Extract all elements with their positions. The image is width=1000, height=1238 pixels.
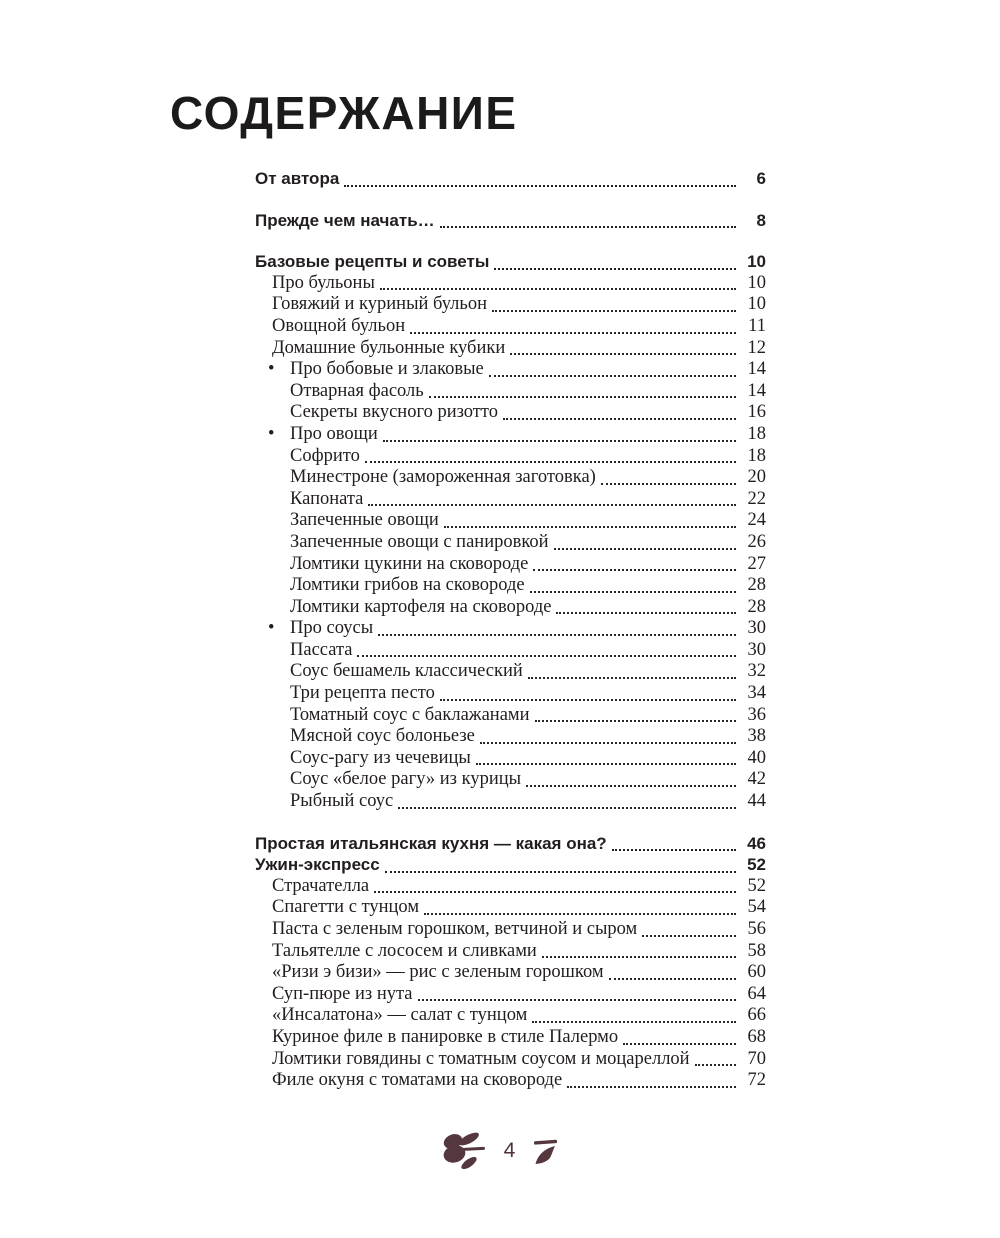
toc-entry bbox=[255, 446, 766, 468]
toc-entry bbox=[255, 381, 766, 403]
toc-entry-label: Отварная фасоль bbox=[290, 380, 424, 401]
toc-entry-label: Базовые рецепты и советы bbox=[255, 252, 490, 272]
toc-entry bbox=[255, 597, 766, 619]
dot-leader bbox=[385, 871, 736, 873]
toc-entry-label: Ужин-экспресс bbox=[255, 855, 380, 875]
toc-entry-label: Про бобовые и злаковые bbox=[290, 359, 484, 380]
toc-entry-page: 24 bbox=[747, 510, 766, 531]
dot-leader bbox=[492, 310, 736, 312]
toc-entry-page: 30 bbox=[747, 618, 766, 639]
dot-leader bbox=[429, 396, 736, 398]
toc-entry bbox=[255, 510, 766, 532]
toc-entry bbox=[255, 338, 766, 360]
toc-entry-page: 8 bbox=[756, 210, 766, 230]
bullet-marker: • bbox=[268, 359, 275, 380]
toc-entry-label: Соус «белое рагу» из курицы bbox=[290, 769, 522, 790]
dot-leader bbox=[383, 440, 736, 442]
toc-entry bbox=[255, 876, 766, 898]
toc-entry-page: 70 bbox=[747, 1048, 766, 1069]
toc-entry-page: 64 bbox=[747, 983, 766, 1004]
toc-entry-page: 68 bbox=[747, 1026, 766, 1047]
toc-entry bbox=[255, 273, 766, 295]
toc-entry-label: Ломтики цукини на сковороде bbox=[290, 553, 529, 574]
page-number: 4 bbox=[503, 1139, 516, 1162]
dot-leader bbox=[410, 332, 736, 334]
toc-entry bbox=[255, 1049, 766, 1071]
toc-entry-page: 30 bbox=[747, 639, 766, 660]
dot-leader bbox=[489, 375, 736, 377]
toc-entry-label: «Ризи э бизи» — рис с зеленым горошком bbox=[272, 962, 604, 983]
toc-entry-label: От автора bbox=[255, 169, 340, 188]
dot-leader bbox=[601, 483, 736, 485]
toc-entry bbox=[255, 769, 766, 791]
toc-entry-label: Филе окуня с томатами на сковороде bbox=[272, 1070, 563, 1091]
dot-leader bbox=[440, 699, 736, 701]
toc-entry-label: Софрито bbox=[290, 445, 360, 466]
toc-entry bbox=[255, 294, 766, 316]
toc-entry-page: 18 bbox=[747, 445, 766, 466]
toc-entry-page: 54 bbox=[747, 897, 766, 918]
dot-leader bbox=[612, 849, 736, 851]
toc-entry-label: «Инсалатона» — салат с тунцом bbox=[272, 1005, 528, 1026]
toc-entry bbox=[255, 941, 766, 963]
dot-leader bbox=[535, 720, 736, 722]
toc-entry-page: 32 bbox=[747, 661, 766, 682]
toc-entry-page: 42 bbox=[747, 769, 766, 790]
dot-leader bbox=[344, 185, 736, 187]
toc-entry-page: 18 bbox=[747, 423, 766, 444]
toc-entry-label: Про овощи bbox=[290, 423, 378, 444]
toc-entry bbox=[255, 854, 766, 876]
toc-entry-label: Минестроне (замороженная заготовка) bbox=[290, 467, 596, 488]
toc-entry-page: 44 bbox=[747, 791, 766, 812]
toc-entry-label: Капоната bbox=[290, 488, 364, 509]
dot-leader bbox=[444, 526, 736, 528]
toc-entry-page: 10 bbox=[747, 272, 766, 293]
toc-entry-label: Прежде чем начать… bbox=[255, 210, 435, 230]
toc-entry-label: Тальятелле с лососем и сливками bbox=[272, 940, 537, 961]
dot-leader bbox=[480, 742, 736, 744]
toc-entry-label: Три рецепта песто bbox=[290, 683, 435, 704]
dot-leader bbox=[609, 978, 736, 980]
toc-entry-page: 72 bbox=[747, 1070, 766, 1091]
toc-entry-label: Рыбный соус bbox=[290, 791, 394, 812]
dot-leader bbox=[398, 807, 736, 809]
toc-entry-label: Страчателла bbox=[272, 875, 370, 896]
toc-entry-page: 60 bbox=[747, 962, 766, 983]
toc-entry-label: Спагетти с тунцом bbox=[272, 897, 420, 918]
toc-entry bbox=[255, 1070, 766, 1092]
toc-entry-page: 56 bbox=[747, 919, 766, 939]
toc-entry-label: Ломтики картофеля на сковороде bbox=[290, 596, 552, 617]
dot-leader bbox=[532, 1021, 736, 1023]
table-of-contents bbox=[255, 168, 766, 1092]
dot-leader bbox=[476, 763, 736, 765]
dot-leader bbox=[623, 1043, 736, 1045]
toc-entry bbox=[255, 791, 766, 813]
toc-entry bbox=[255, 726, 766, 748]
toc-entry bbox=[255, 984, 766, 1006]
toc-entry-page: 52 bbox=[747, 855, 766, 875]
dot-leader bbox=[528, 677, 736, 679]
toc-entry bbox=[255, 532, 766, 554]
toc-entry-label: Ломтики говядины с томатным соусом и моцареллой bbox=[272, 1048, 690, 1069]
toc-entry-page: 27 bbox=[747, 553, 766, 574]
bullet-marker: • bbox=[268, 423, 275, 444]
dot-leader bbox=[530, 591, 736, 593]
toc-entry-label: Мясной соус болоньезе bbox=[290, 726, 475, 747]
toc-entry-page: 36 bbox=[747, 704, 766, 725]
page-title: СОДЕРЖАНИЕ bbox=[170, 87, 518, 139]
toc-entry bbox=[255, 962, 766, 984]
toc-entry-label: Соус бешамель классический bbox=[290, 661, 523, 682]
toc-entry-page: 11 bbox=[748, 315, 766, 336]
toc-entry-label: Ломтики грибов на сковороде bbox=[290, 575, 525, 596]
dot-leader bbox=[503, 418, 736, 420]
dot-leader bbox=[510, 353, 736, 355]
toc-entry-page: 10 bbox=[747, 294, 766, 315]
toc-entry-page: 28 bbox=[747, 596, 766, 617]
toc-entry bbox=[255, 618, 766, 640]
toc-entry-page: 52 bbox=[747, 875, 766, 896]
toc-entry-label: Запеченные овощи bbox=[290, 510, 439, 531]
toc-entry bbox=[255, 210, 766, 232]
toc-entry bbox=[255, 1027, 766, 1049]
toc-entry bbox=[255, 683, 766, 705]
toc-entry-page: 14 bbox=[747, 380, 766, 401]
toc-entry-page: 22 bbox=[747, 488, 766, 509]
toc-entry-page: 40 bbox=[747, 747, 766, 768]
dot-leader bbox=[642, 935, 736, 937]
dot-leader bbox=[424, 913, 736, 915]
dot-leader bbox=[695, 1064, 736, 1066]
toc-entry-page: 28 bbox=[747, 575, 766, 596]
toc-entry bbox=[255, 402, 766, 424]
dot-leader bbox=[368, 504, 736, 506]
toc-entry-label: Домашние бульонные кубики bbox=[272, 337, 506, 358]
dot-leader bbox=[440, 226, 736, 228]
dot-leader bbox=[567, 1086, 736, 1088]
toc-entry-label: Запеченные овощи с панировкой bbox=[290, 531, 549, 552]
toc-entry-label: Пассата bbox=[290, 639, 353, 660]
toc-entry bbox=[255, 424, 766, 446]
toc-entry-label: Соус-рагу из чечевицы bbox=[290, 747, 471, 768]
dot-leader bbox=[380, 288, 736, 290]
toc-entry bbox=[255, 919, 766, 941]
toc-entry-label: Говяжий и куриный бульон bbox=[272, 294, 487, 315]
toc-entry-page: 38 bbox=[747, 726, 766, 747]
toc-entry-label: Овощной бульон bbox=[272, 315, 406, 336]
toc-entry bbox=[255, 168, 766, 190]
dot-leader bbox=[554, 548, 736, 550]
toc-entry bbox=[255, 489, 766, 511]
toc-entry-page: 10 bbox=[747, 252, 766, 272]
toc-entry-page: 66 bbox=[747, 1005, 766, 1026]
toc-entry-page: 58 bbox=[747, 940, 766, 961]
dot-leader bbox=[542, 956, 736, 958]
toc-entry bbox=[255, 554, 766, 576]
toc-entry-label: Суп-пюре из нута bbox=[272, 983, 413, 1004]
toc-entry-page: 46 bbox=[747, 833, 766, 853]
toc-entry-page: 26 bbox=[747, 531, 766, 552]
dot-leader bbox=[374, 891, 736, 893]
dot-leader bbox=[556, 612, 736, 614]
dot-leader bbox=[357, 655, 736, 657]
olive-branch-icon bbox=[441, 1130, 487, 1172]
dot-leader bbox=[533, 569, 736, 571]
toc-entry-label: Паста с зеленым горошком, ветчиной и сыром bbox=[272, 919, 638, 939]
toc-entry-page: 16 bbox=[747, 402, 766, 423]
dot-leader bbox=[378, 634, 736, 636]
toc-entry-page: 20 bbox=[747, 467, 766, 488]
toc-entry bbox=[255, 897, 766, 919]
toc-entry bbox=[255, 467, 766, 489]
page-footer bbox=[0, 1130, 1000, 1172]
toc-entry bbox=[255, 359, 766, 381]
toc-entry bbox=[255, 251, 766, 273]
bullet-marker: • bbox=[268, 618, 275, 639]
toc-entry-label: Про соусы bbox=[290, 618, 374, 639]
dot-leader bbox=[494, 268, 736, 270]
toc-entry bbox=[255, 640, 766, 662]
toc-entry-page: 14 bbox=[747, 359, 766, 380]
toc-entry bbox=[255, 833, 766, 855]
toc-entry-page: 12 bbox=[747, 337, 766, 358]
dot-leader bbox=[365, 461, 736, 463]
toc-entry-label: Куриное филе в панировке в стиле Палермо bbox=[272, 1026, 619, 1047]
toc-entry-label: Простая итальянская кухня — какая она? bbox=[255, 833, 607, 853]
toc-entry bbox=[255, 1005, 766, 1027]
toc-entry bbox=[255, 661, 766, 683]
toc-entry bbox=[255, 316, 766, 338]
toc-entry-label: Секреты вкусного ризотто bbox=[290, 402, 498, 423]
toc-entry bbox=[255, 748, 766, 770]
toc-entry-page: 6 bbox=[756, 169, 766, 188]
leaf-sprout-icon bbox=[532, 1136, 559, 1167]
toc-entry-label: Про бульоны bbox=[272, 272, 375, 293]
dot-leader bbox=[526, 785, 736, 787]
dot-leader bbox=[418, 999, 736, 1001]
toc-entry bbox=[255, 575, 766, 597]
toc-entry bbox=[255, 705, 766, 727]
toc-entry-page: 34 bbox=[747, 683, 766, 704]
toc-entry-label: Томатный соус с баклажанами bbox=[290, 704, 530, 725]
